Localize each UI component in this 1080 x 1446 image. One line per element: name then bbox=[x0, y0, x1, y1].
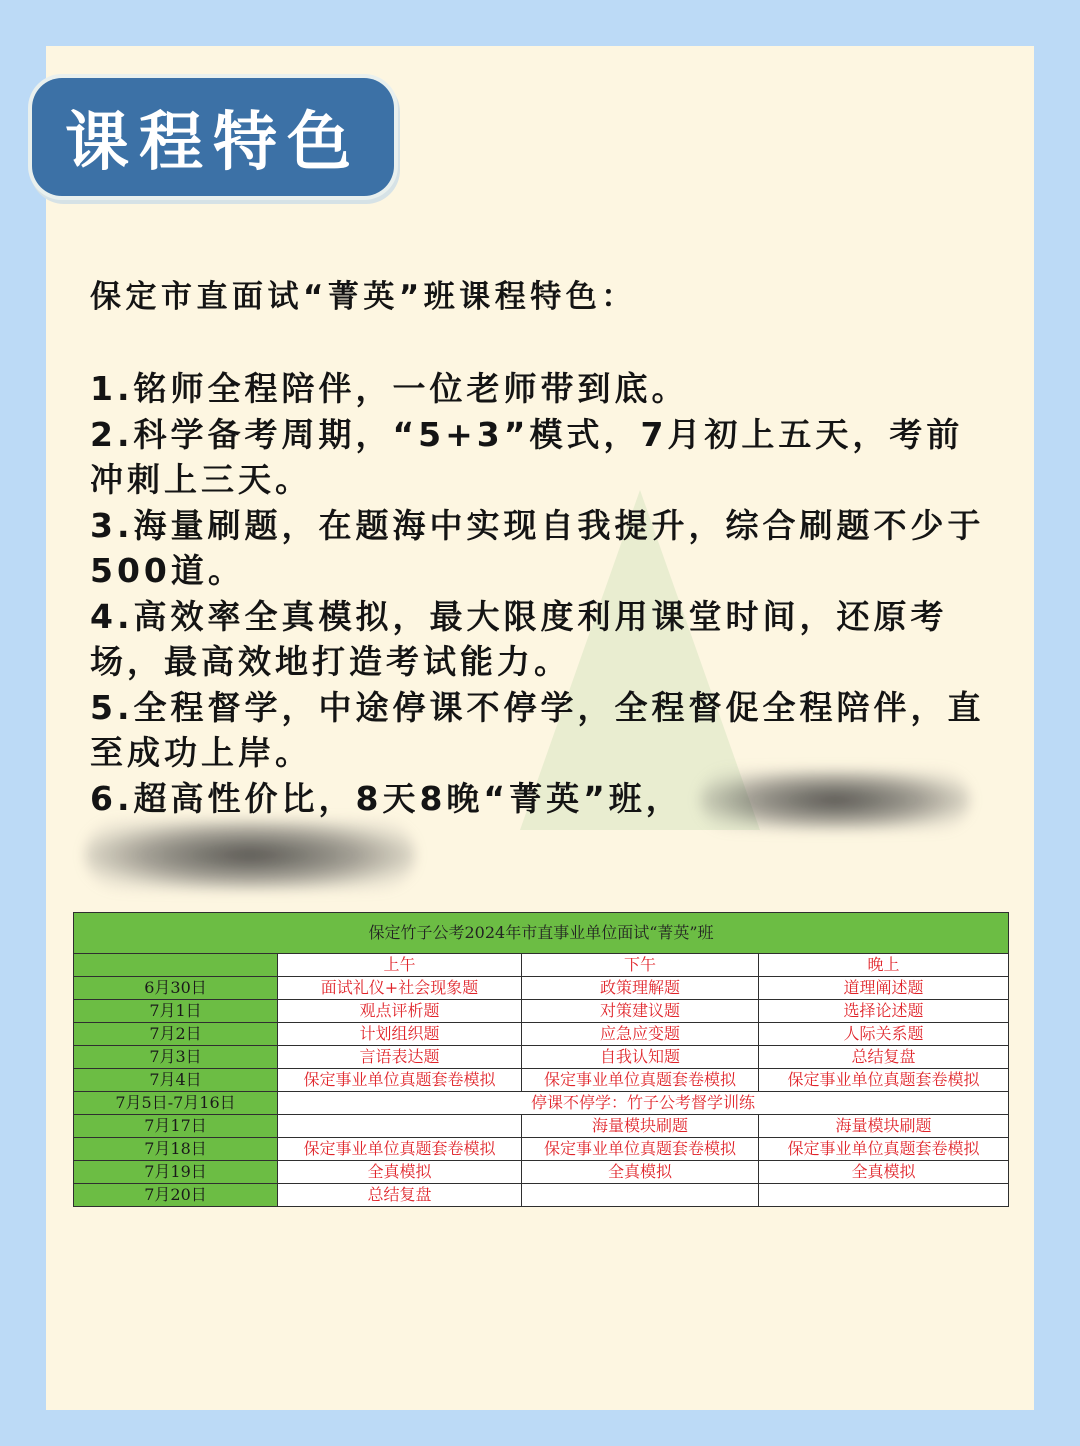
schedule-table bbox=[73, 912, 1009, 1207]
date-cell: 7月18日 bbox=[74, 1138, 278, 1161]
table-cell bbox=[522, 1184, 759, 1207]
table-row bbox=[74, 1000, 1009, 1023]
table-cell: 全真模拟 bbox=[278, 1161, 522, 1184]
table-cell: 保定事业单位真题套卷模拟 bbox=[278, 1138, 522, 1161]
redaction-blur bbox=[85, 820, 415, 890]
table-cell: 政策理解题 bbox=[522, 977, 759, 1000]
date-cell: 7月19日 bbox=[74, 1161, 278, 1184]
table-cell: 人际关系题 bbox=[759, 1023, 1009, 1046]
date-cell: 7月4日 bbox=[74, 1069, 278, 1092]
table-cell: 海量模块刷题 bbox=[522, 1115, 759, 1138]
redaction-blur bbox=[700, 770, 970, 830]
table-cell: 面试礼仪+社会现象题 bbox=[278, 977, 522, 1000]
table-title-row bbox=[74, 913, 1009, 954]
table-row bbox=[74, 1069, 1009, 1092]
table-cell: 计划组织题 bbox=[278, 1023, 522, 1046]
table-cell: 道理阐述题 bbox=[759, 977, 1009, 1000]
feature-point-2: 2.科学备考周期，“5+3”模式，7月初上五天，考前冲刺上三天。 bbox=[90, 414, 964, 499]
feature-point-5: 5.全程督学，中途停课不停学，全程督促全程陪伴，直至成功上岸。 bbox=[90, 687, 985, 772]
table-row bbox=[74, 1092, 1009, 1115]
date-cell: 7月2日 bbox=[74, 1023, 278, 1046]
table-row bbox=[74, 1046, 1009, 1069]
section-title: 课程特色 bbox=[65, 106, 361, 180]
table-cell: 总结复盘 bbox=[278, 1184, 522, 1207]
table-cell: 应急应变题 bbox=[522, 1023, 759, 1046]
date-cell: 7月5日-7月16日 bbox=[74, 1092, 278, 1115]
column-header bbox=[74, 954, 278, 977]
table-cell bbox=[759, 1184, 1009, 1207]
table-row bbox=[74, 1023, 1009, 1046]
date-cell: 7月17日 bbox=[74, 1115, 278, 1138]
table-cell: 保定事业单位真题套卷模拟 bbox=[759, 1069, 1009, 1092]
table-header-row bbox=[74, 954, 1009, 977]
table-cell: 全真模拟 bbox=[522, 1161, 759, 1184]
table-cell: 观点评析题 bbox=[278, 1000, 522, 1023]
feature-point-4: 4.高效率全真模拟，最大限度利用课堂时间，还原考场，最高效地打造考试能力。 bbox=[90, 596, 948, 681]
section-badge bbox=[32, 78, 394, 196]
feature-point-3: 3.海量刷题，在题海中实现自我提升，综合刷题不少于500道。 bbox=[90, 505, 985, 590]
feature-point-1: 1.铭师全程陪伴，一位老师带到底。 bbox=[90, 369, 689, 408]
merged-cell: 停课不停学：竹子公考督学训练 bbox=[278, 1092, 1009, 1115]
table-row bbox=[74, 1138, 1009, 1161]
date-cell: 7月1日 bbox=[74, 1000, 278, 1023]
schedule-title: 保定竹子公考2024年市直事业单位面试“菁英”班 bbox=[74, 913, 1009, 954]
column-header: 下午 bbox=[522, 954, 759, 977]
table-cell: 对策建议题 bbox=[522, 1000, 759, 1023]
table-row bbox=[74, 1161, 1009, 1184]
table-cell: 全真模拟 bbox=[759, 1161, 1009, 1184]
date-cell: 6月30日 bbox=[74, 977, 278, 1000]
table-row bbox=[74, 1184, 1009, 1207]
table-cell: 自我认知题 bbox=[522, 1046, 759, 1069]
table-row bbox=[74, 1115, 1009, 1138]
feature-point-6: 6.超高性价比，8天8晚“菁英”班， bbox=[90, 778, 683, 818]
feature-list bbox=[90, 270, 1000, 821]
date-cell: 7月3日 bbox=[74, 1046, 278, 1069]
table-cell: 保定事业单位真题套卷模拟 bbox=[759, 1138, 1009, 1161]
table-cell: 保定事业单位真题套卷模拟 bbox=[522, 1069, 759, 1092]
table-cell: 海量模块刷题 bbox=[759, 1115, 1009, 1138]
table-cell bbox=[278, 1115, 522, 1138]
table-cell: 保定事业单位真题套卷模拟 bbox=[278, 1069, 522, 1092]
column-header: 晚上 bbox=[759, 954, 1009, 977]
intro-heading: 保定市直面试“菁英”班课程特色： bbox=[90, 279, 637, 315]
table-cell: 保定事业单位真题套卷模拟 bbox=[522, 1138, 759, 1161]
date-cell: 7月20日 bbox=[74, 1184, 278, 1207]
table-row bbox=[74, 977, 1009, 1000]
table-cell: 选择论述题 bbox=[759, 1000, 1009, 1023]
column-header: 上午 bbox=[278, 954, 522, 977]
table-cell: 总结复盘 bbox=[759, 1046, 1009, 1069]
table-cell: 言语表达题 bbox=[278, 1046, 522, 1069]
